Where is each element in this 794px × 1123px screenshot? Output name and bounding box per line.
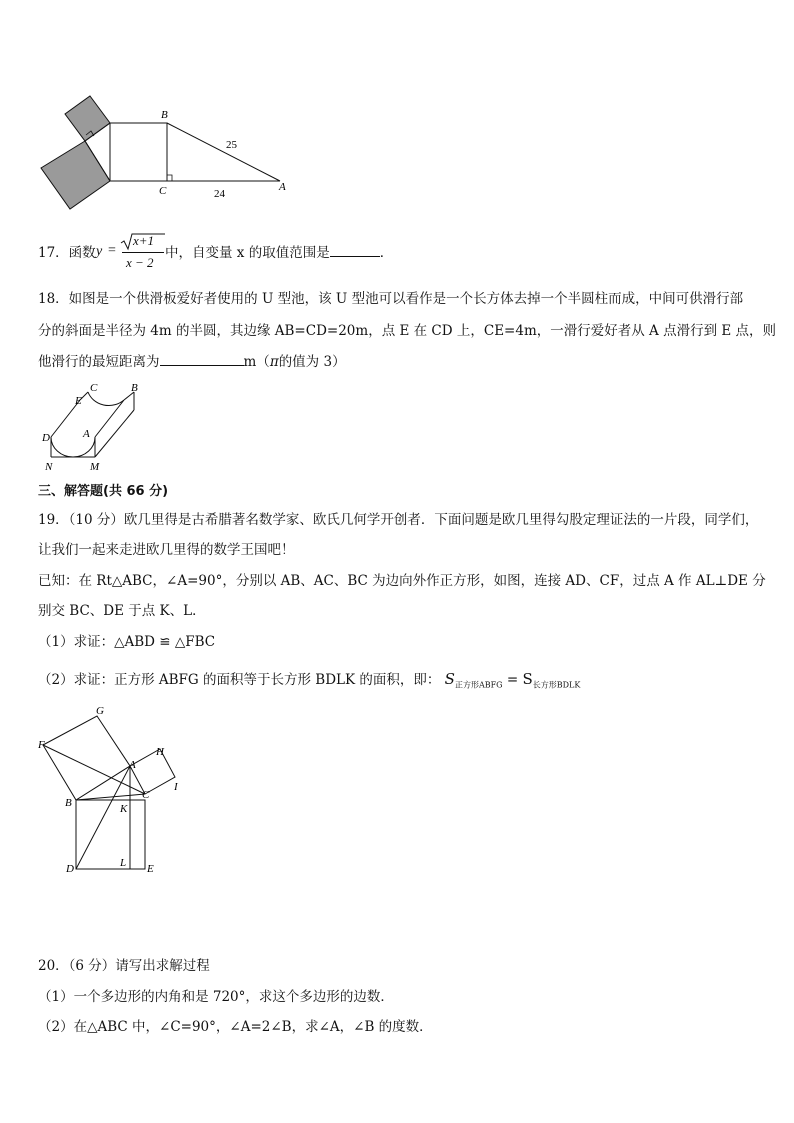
q17-fraction-bar — [122, 252, 164, 253]
label-b: B — [161, 109, 168, 121]
q19-line1: 19．（10 分）欧几里得是古希腊著名数学家、欧氏几何学开创者．下面问题是欧几里得勾股定理证法的一片段，同学们， — [38, 512, 759, 528]
label-d: D — [42, 432, 50, 444]
q19-part2 — [38, 670, 580, 695]
label-h: H — [156, 746, 164, 758]
label-g: G — [96, 705, 104, 717]
q18-line3-text: 他滑行的最短距离为 — [38, 354, 160, 370]
q20-part2: （2）在△ABC 中，∠C=90°，∠A=2∠B，求∠A，∠B 的度数． — [38, 1019, 433, 1035]
label-b: B — [65, 797, 72, 809]
q17-y: y — [96, 244, 103, 259]
q18-line1: 18．如图是一个供滑板爱好者使用的 U 型池，该 U 型池可以看作是一个长方体去掉一个半圆柱而成，中间可供滑行部 — [38, 291, 744, 307]
figure-pythagoras-squares — [30, 90, 300, 215]
figure-u-pool — [38, 382, 148, 474]
q19-s2-sub: 长方形BDLK — [532, 680, 581, 690]
q19-s1-sub: 正方形ABFG — [454, 680, 503, 690]
q20-line1: 20．（6 分）请写出求解过程 — [38, 958, 210, 974]
q19-eq: = — [506, 672, 519, 688]
q17-denominator: x − 2 — [126, 255, 154, 270]
q17-suffix: 中，自变量 x 的取值范围是 — [165, 245, 330, 261]
q17-answer-blank[interactable] — [330, 256, 380, 257]
question-17 — [38, 244, 96, 262]
figure-euclid-proof — [36, 704, 196, 879]
label-a: A — [129, 759, 136, 771]
q19-line4: 别交 BC、DE 于点 K、L． — [38, 603, 206, 619]
center-square — [110, 123, 167, 181]
q20-part1: （1）一个多边形的内角和是 720°，求这个多边形的边数． — [38, 989, 394, 1005]
q19-line2: 让我们一起来走进欧几里得的数学王国吧！ — [38, 542, 295, 558]
q17-numerator: x+1 — [133, 233, 155, 248]
label-m: M — [90, 461, 100, 473]
label-f: F — [38, 739, 45, 751]
label-e: E — [147, 863, 154, 875]
q17-suffix-line — [165, 244, 393, 262]
q18-answer-blank[interactable] — [160, 365, 244, 366]
q19-part1: （1）求证：△ABD ≌ △FBC — [38, 634, 216, 650]
label-n: N — [45, 461, 53, 473]
q19-line3: 已知：在 Rt△ABC，∠A=90°，分别以 AB、AC、BC 为边向外作正方形，如图，连接 AD、CF，过点 A 作 AL⊥DE 分 — [38, 573, 766, 589]
label-e: E — [75, 395, 82, 407]
label-d: D — [66, 863, 74, 875]
label-length-24: 24 — [214, 188, 225, 200]
label-a: A — [279, 181, 286, 193]
q18-line3 — [38, 353, 346, 371]
label-c: C — [142, 789, 150, 801]
label-a: A — [83, 428, 90, 440]
q18-unit: m（ — [243, 354, 270, 370]
label-i: I — [174, 781, 178, 793]
q17-prefix: 17．函数 — [38, 245, 96, 261]
q18-pi: π — [269, 354, 279, 370]
shaded-square-large — [41, 141, 110, 209]
right-angle-mark-c — [167, 175, 172, 181]
q19-part2-text: （2）求证：正方形 ABFG 的面积等于长方形 BDLK 的面积，即： — [38, 672, 441, 688]
q18-pi-note: 的值为 3） — [278, 354, 346, 370]
label-length-25: 25 — [226, 139, 237, 151]
label-c: C — [90, 382, 98, 394]
label-l: L — [120, 857, 127, 869]
q19-s2: S — [522, 670, 533, 688]
q17-eq: = — [108, 243, 116, 258]
section-header-3: 三、解答题(共 66 分) — [38, 484, 169, 499]
q17-end: ． — [379, 245, 394, 261]
label-b: B — [131, 382, 138, 394]
segment-ba — [167, 123, 280, 181]
q18-line2: 分的斜面是半径为 4m 的半圆，其边缘 AB=CD=20m，点 E 在 CD 上，CE=4m，一滑行爱好者从 A 点滑行到 E 点，则 — [38, 323, 777, 339]
label-c: C — [159, 185, 167, 197]
label-k: K — [120, 803, 128, 815]
q19-s1: S — [444, 670, 455, 688]
